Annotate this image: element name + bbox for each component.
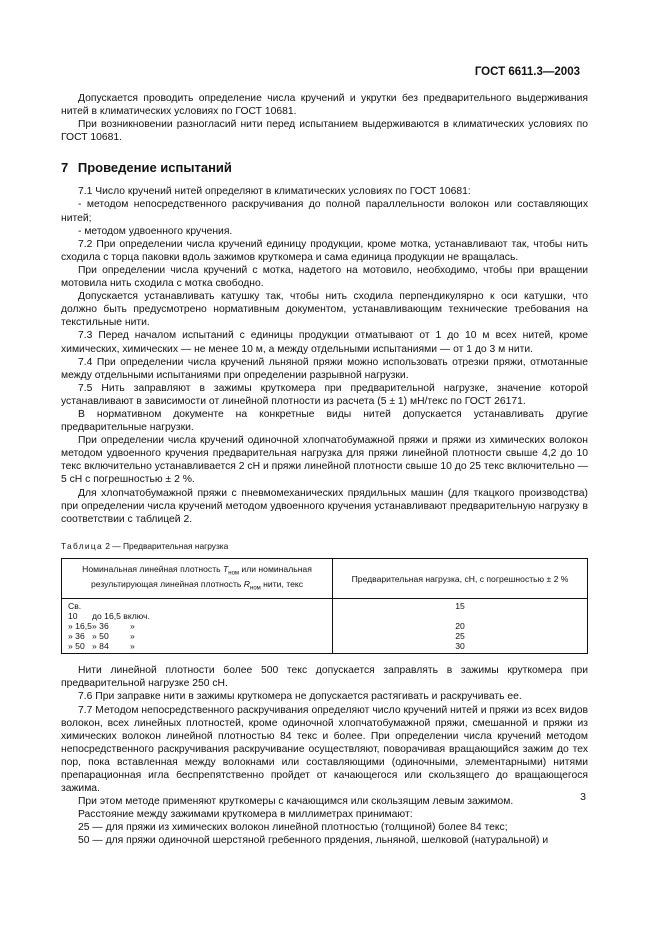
load-value: 20 [333, 621, 588, 631]
paragraph: 7.1 Число кручений нитей определяют в климатических условиях по ГОСТ 10681: [78, 186, 471, 198]
range-to: » 50 [92, 631, 109, 642]
table-row [62, 599, 588, 622]
header-text: Номинальная линейная плотность [82, 563, 224, 574]
density-range [62, 599, 333, 622]
range-from: » 50 [68, 641, 85, 652]
section-title: Проведение испытаний [77, 160, 232, 176]
density-range [62, 621, 333, 631]
range-ditto: » [130, 641, 135, 652]
paragraph: При возникновении разногласий нити перед испытанием выдерживаются в климатических условиях по ГОСТ 10681. [61, 119, 588, 144]
page-content [61, 92, 588, 848]
table-header-density [62, 558, 333, 598]
table-row [62, 641, 588, 654]
range-to: до 16,5 включ. [92, 611, 150, 622]
table-caption-text: 2 — Предварительная нагрузка [102, 540, 229, 551]
range-ditto: » [130, 621, 135, 632]
header-text: нити, текс [260, 578, 304, 589]
range-to: » 36 [92, 621, 109, 632]
standard-number: ГОСТ 6611.3—2003 [474, 66, 580, 78]
range-from: » 16,5 [68, 621, 92, 632]
range-from: Св. 10 [68, 601, 82, 622]
density-range [62, 641, 333, 654]
section-heading [61, 160, 588, 175]
paragraph: При определении числа кручений с мотка, надетого на мотовило, необходимо, чтобы при вращении мотовила нить сходила с мотка свободно. [61, 264, 588, 290]
table-caption-word: Таблица [61, 540, 103, 551]
paragraph: 7.2 При определении числа кручений единицу продукции, кроме мотка, устанавливают так, чтобы нить сходила с торца паковки вдоль зажимов круткомера и сама единица продукции не вращалась. [61, 238, 588, 263]
paragraph: Расстояние между зажимами круткомера в миллиметрах принимают: [78, 809, 413, 821]
table-row [62, 621, 588, 631]
symbol-r: R [243, 578, 251, 589]
paragraph: При этом методе применяют круткомеры с качающимся или скользящим левым зажимом. [78, 796, 514, 808]
paragraph: 25 — для пряжи из химических волокон линейной плотностью (толщиной) более 84 текс; [78, 822, 508, 834]
symbol-t: T [223, 563, 229, 574]
symbol-r-sub: ном [250, 585, 261, 592]
table-caption [61, 541, 588, 552]
paragraph: 7.6 При заправке нити в зажимы круткомера не допускается растягивать и раскручивать ее. [78, 691, 522, 703]
table-header-load: Предварительная нагрузка, сН, с погрешностью ± 2 % [333, 558, 588, 598]
paragraph: 7.5 Нить заправляют в зажимы круткомера при предварительной нагрузке, значение которой устанавливают в зависимости от линейной плотности из расчета (5 ± 1) мН/текс по ГОСТ 26171. [61, 382, 588, 407]
paragraph: При определении числа кручений одиночной хлопчатобумажной пряжи и пряжи из химических волокон методом удвоенного кручения предварительная нагрузка для пряжи линейной плотности свыше 4,2 до 10 текс включительно устанавливается 2 сН и пряжи линейной плотности свыше 10 до 25 текс включительно — 5 сН с погрешностью ± 2 %. [61, 435, 588, 486]
paragraph: В нормативном документе на конкретные виды нитей допускается устанавливать другие предварительные нагрузки. [61, 408, 588, 434]
paragraph: Допускается устанавливать катушку так, чтобы нить сходила перпендикулярно к оси катушки, что должно быть предусмотрено нормативным документом, устанавливающим технические требования на текстильные нити. [61, 291, 588, 329]
density-range [62, 631, 333, 641]
load-value: 25 [333, 631, 588, 641]
table-row [62, 631, 588, 641]
range-from: » 36 [68, 631, 85, 642]
table-header-row [62, 558, 588, 598]
preload-table [61, 558, 588, 654]
paragraph: Допускается проводить определение числа кручений и укрутки без предварительного выдерживания нитей в климатических условиях по ГОСТ 10681. [61, 93, 588, 118]
list-item: - методом удвоенного кручения. [78, 225, 233, 237]
paragraph: 7.7 Методом непосредственного раскручивания определяют число кручений нитей и пряжи из всех видов волокон, всех линейных плотностей, кроме одиночной хлопчатобумажной пряжи, смешанной и пряжи из химических волокон линейной плотностью 84 текс и более. При определении числа кручений методом непосредственного раскручивания раскручивание осуществляют, поворачивая вращающийся зажим до тех пор, пока вставленная между волокнами или составляющими (одиночными, элементарными) нитями препарационная игла беспрепятственно пройдет от качающегося или скользящего до вращающегося зажима. [61, 704, 588, 795]
header-text: или номинальная результирующая линейная плотность [90, 563, 312, 589]
range-ditto: » [130, 631, 135, 642]
list-item: - методом непосредственного раскручивания до полной параллельности волокон или составляющих нитей; [61, 199, 588, 224]
paragraph: Нити линейной плотности более 500 текс допускается заправлять в зажимы круткомера при предварительной нагрузке 250 сН. [61, 665, 588, 690]
load-value: 15 [333, 599, 588, 622]
paragraph: 50 — для пряжи одиночной шерстяной гребенного прядения, льняной, шелковой (натуральной) и [78, 835, 549, 847]
paragraph: Для хлопчатобумажной пряжи с пневмомеханических прядильных машин (для ткацкого производства) при определении числа кручений методом удвоенного кручения устанавливают предварительную нагрузку в соответствии с таблицей 2. [61, 487, 588, 525]
paragraph: 7.3 Перед началом испытаний с единицы продукции отматывают от 1 до 10 м всех нитей, кроме химических, химических — не менее 10 м, а между отдельными испытаниями — от 1 до 3 м нити. [61, 330, 588, 355]
section-number: 7 [61, 160, 69, 176]
range-to: » 84 [92, 641, 109, 652]
load-value: 30 [333, 641, 588, 654]
page-number: 3 [580, 791, 586, 803]
paragraph: 7.4 При определении числа кручений льняной пряжи можно использовать отрезки пряжи, отмотанные между отдельными испытаниями при определении разрывной нагрузки. [61, 356, 588, 381]
symbol-t-sub: ном [228, 570, 240, 577]
